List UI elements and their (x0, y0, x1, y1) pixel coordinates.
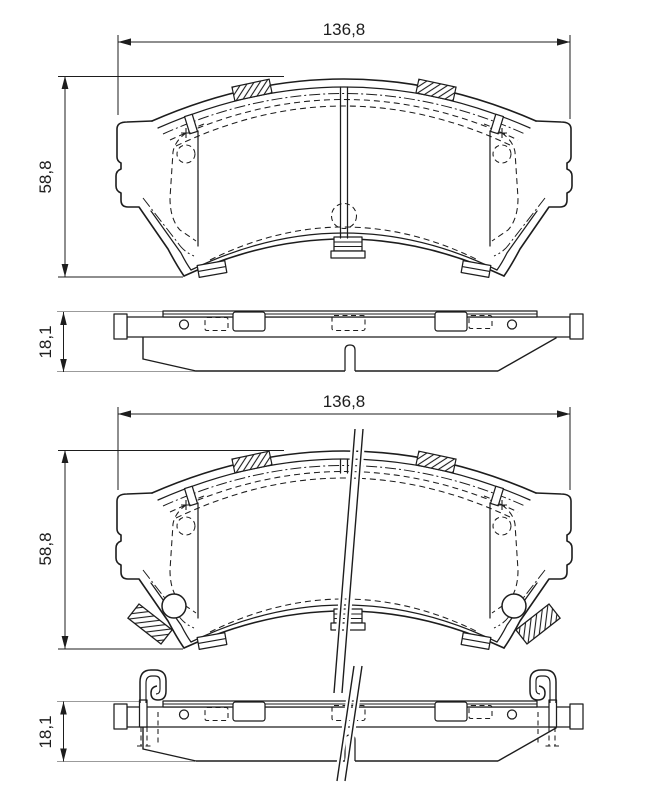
dim-width-pad-b-label: 136,8 (322, 392, 366, 411)
dim-height-pad-b-label: 58,8 (36, 532, 55, 566)
dim-width-pad-a-label: 136,8 (322, 20, 366, 39)
dim-thickness-pad-a-label: 18,1 (36, 325, 55, 359)
dim-thickness-pad-b-label: 18,1 (36, 715, 55, 749)
dim-height-pad-a-label: 58,8 (36, 160, 55, 194)
